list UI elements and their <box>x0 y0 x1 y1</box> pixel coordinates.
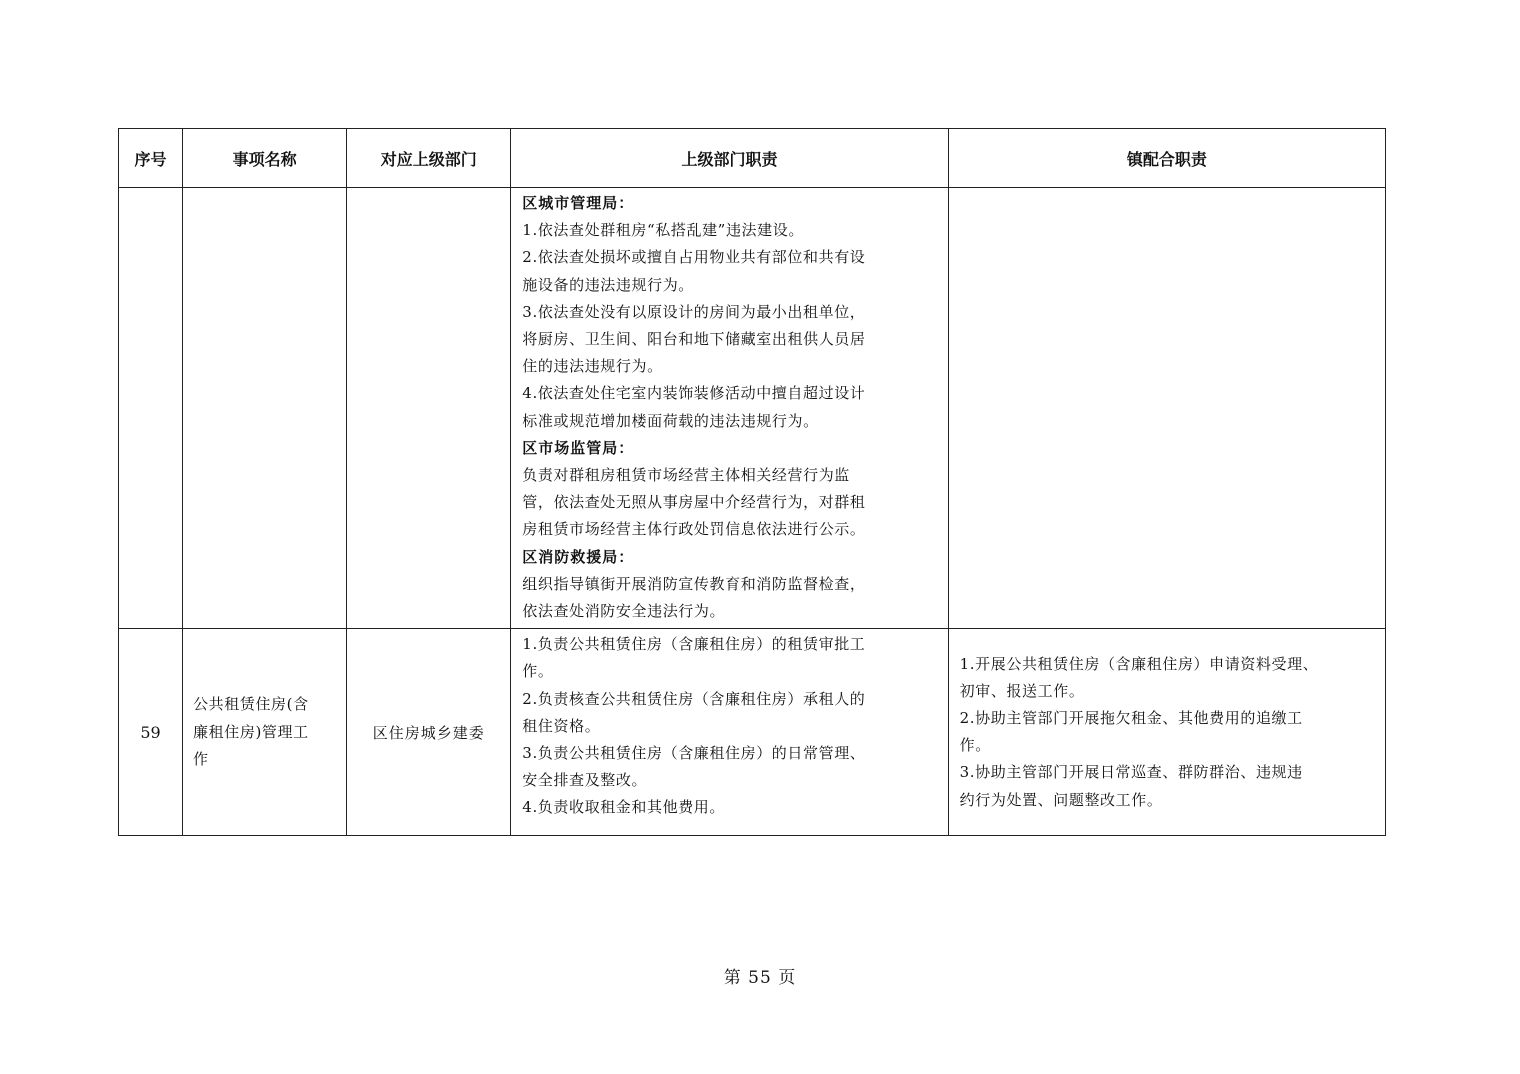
duty-line: 4.负责收取租金和其他费用。 <box>522 798 726 817</box>
duty-line: 租住资格。 <box>522 716 601 735</box>
duty-line: 3.协助主管部门开展日常巡查、群防群治、违规违 <box>959 763 1303 782</box>
duty-line: 4.依法查处住宅室内装饰装修活动中擅自超过设计 <box>522 384 866 403</box>
table-row-59 <box>119 629 1386 836</box>
duty-table <box>118 128 1386 836</box>
header-upper-dept: 对应上级部门 <box>347 129 511 188</box>
item-name-line: 作 <box>193 749 209 768</box>
table-row-continued <box>119 188 1386 629</box>
duty-line: 组织指导镇街开展消防宣传教育和消防监督检查， <box>522 574 866 593</box>
continued-upper-duty-cell <box>511 188 948 629</box>
duty-line: 2.负责核查公共租赁住房（含廉租住房）承租人的 <box>522 689 866 708</box>
row-59-seq: 59 <box>119 629 183 836</box>
header-seq: 序号 <box>119 129 183 188</box>
continued-name-cell <box>183 188 347 629</box>
duty-line: 管，依法查处无照从事房屋中介经营行为，对群租 <box>522 493 866 512</box>
duty-line: 房租赁市场经营主体行政处罚信息依法进行公示。 <box>522 520 866 539</box>
dept-heading: 区市场监管局： <box>522 438 635 457</box>
dept-heading: 区城市管理局： <box>522 194 635 212</box>
continued-seq-cell <box>119 188 183 629</box>
duty-line: 标准或规范增加楼面荷载的违法违规行为。 <box>522 411 819 430</box>
header-row <box>119 129 1386 188</box>
row-59-town-duty <box>948 629 1385 836</box>
continued-town-duty-cell <box>948 188 1385 629</box>
duty-line: 负责对群租房租赁市场经营主体相关经营行为监 <box>522 466 850 485</box>
item-name-line: 廉租住房)管理工 <box>193 722 309 741</box>
header-town-duty: 镇配合职责 <box>948 129 1385 188</box>
duty-line: 3.依法查处没有以原设计的房间为最小出租单位， <box>522 302 866 321</box>
row-59-item-name <box>183 629 347 836</box>
duty-line: 1.依法查处群租房“私搭乱建”违法建设。 <box>522 221 804 240</box>
row-59-upper-dept: 区住房城乡建委 <box>347 629 511 836</box>
row-59-upper-duty <box>511 629 948 836</box>
duty-line: 作。 <box>522 662 554 681</box>
duty-line: 安全排查及整改。 <box>522 771 648 790</box>
duty-line: 作。 <box>959 736 991 755</box>
item-name-line: 公共租赁住房(含 <box>193 695 309 714</box>
dept-heading: 区消防救援局： <box>522 547 635 566</box>
duty-line: 约行为处置、问题整改工作。 <box>959 790 1163 809</box>
duty-line: 将厨房、卫生间、阳台和地下储藏室出租供人员居 <box>522 330 866 349</box>
duty-line: 住的违法违规行为。 <box>522 357 663 376</box>
header-item-name: 事项名称 <box>183 129 347 188</box>
duty-line: 1.开展公共租赁住房（含廉租住房）申请资料受理、 <box>959 654 1319 673</box>
duty-line: 2.协助主管部门开展拖欠租金、其他费用的追缴工 <box>959 709 1303 728</box>
duty-line: 3.负责公共租赁住房（含廉租住房）的日常管理、 <box>522 744 866 763</box>
duty-line: 1.负责公共租赁住房（含廉租住房）的租赁审批工 <box>522 635 866 654</box>
header-upper-duty: 上级部门职责 <box>511 129 948 188</box>
duty-line: 施设备的违法违规行为。 <box>522 275 694 294</box>
duty-line: 依法查处消防安全违法行为。 <box>522 602 726 621</box>
continued-dept-cell <box>347 188 511 629</box>
page-number: 第 55 页 <box>723 968 797 988</box>
duty-line: 初审、报送工作。 <box>959 681 1085 700</box>
duty-line: 2.依法查处损坏或擅自占用物业共有部位和共有设 <box>522 248 866 267</box>
